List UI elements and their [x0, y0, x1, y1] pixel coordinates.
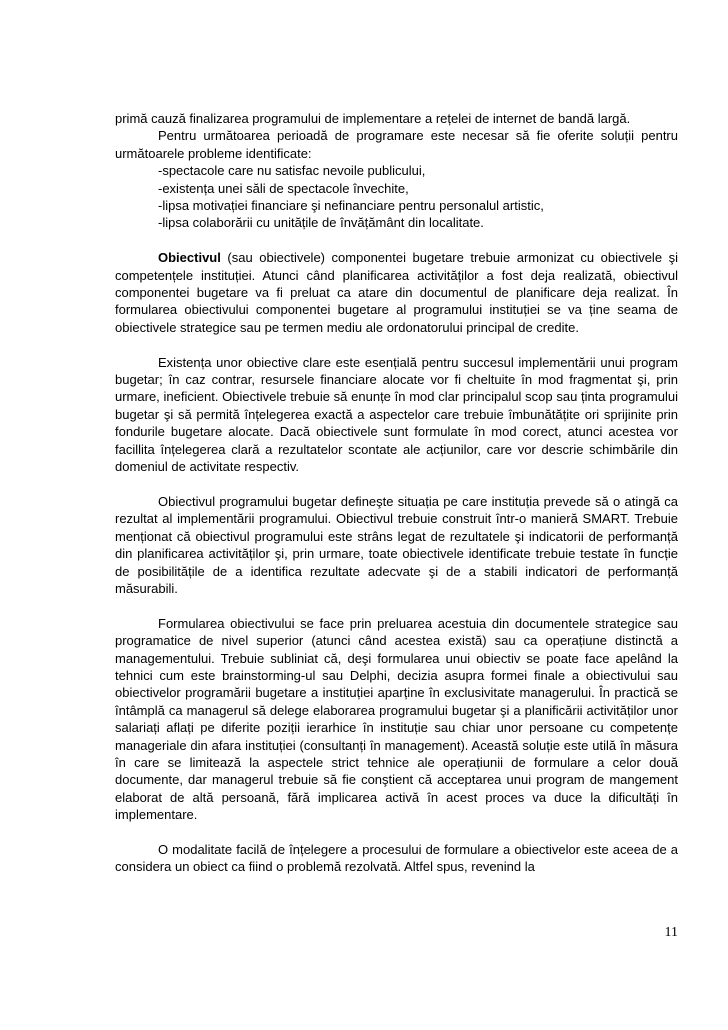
objective-bold-term: Obiectivul	[158, 250, 221, 266]
intro-line: primă cauză finalizarea programului de implementare a rețelei de internet de bandă largă.	[115, 111, 631, 126]
formulation-paragraph: Formularea obiectivului se face prin preluarea acestuia din documentele strategice sau programatice de nivel superior (atunci când acestea există) sau ca operațiune distinctă a managementului. Trebuie subliniat că, deşi formularea unui obiectiv se poate face apelând la tehnici cum este brainstorming-ul sau Delphi, decizia asupra formei finale a obiectivului sau obiectivelor programării bugetare a instituției aparține în exclusivitate managerului. În practică se întâmplă ca managerul să delege elaborarea programului bugetar şi a planificării activităților unor salariați aflați pe diferite poziții ierarhice în instituție sau chiar unor persoane cu competențe manageriale din afara instituției (consultanți în management). Această soluție este utilă în măsura în care se limitează la aspectele strict tehnice ale operațiunii de formulare a celor două documente, dar managerul trebuie să fie conştient că acceptarea unui program de mangement elaborat de altă persoană, fără implicarea activă în acest proces va duce la dificultăți în implementare.	[115, 615, 678, 823]
list-item: -spectacole care nu satisfac nevoile publicului,	[158, 163, 426, 179]
needs-paragraph: Pentru următoarea perioadă de programare este necesar să fie oferite soluții pentru următoarele probleme identificate:	[115, 128, 678, 161]
defines-paragraph: Obiectivul programului bugetar defineşte situația pe care instituția prevede să o atingă ca rezultat al implementării programului. Obiectivul trebuie construit într-o manieră SMART. Trebuie menționat că obiectivul programului este strâns legat de rezultatele şi indicatorii de performanță din planificarea activităților şi, prin urmare, toate obiectivele identificate trebuie testate în funcție de posibilitățile de a identifica rezultate adecvate şi de a stabili indicatori de performanță măsurabili.	[115, 493, 678, 596]
objective-text: (sau obiectivele) componentei bugetare trebuie armonizat cu obiectivele şi competențele instituției. Atunci când planificarea activităților a fost deja realizată, obiectivul componentei bugetare va fi preluat ca atare din documentul de planificare deja realizat. În formularea obiectivului componentei bugetare al programului instituției se va ține seama de obiectivele strategice sau pe termen mediu ale ordonatorului principal de credite.	[115, 250, 678, 335]
existence-paragraph: Existența unor obiective clare este esențială pentru succesul implementării unui program bugetar; în caz contrar, resursele financiare alocate vor fi cheltuite în mod fragmentat şi, prin urmare, ineficient. Obiectivele trebuie să enunțe în mod clar principalul scop sau ținta programului bugetar şi să permită înțelegerea exactă a aspectelor care trebuie îmbunătățite ori sprijinite prin fondurile bugetare alocate. Dacă obiectivele sunt formulate în mod corect, atunci acestea vor facillita înțelegerea clară a rezultatelor scontate ale acțiunilor, care vor descrie schimbările din domeniul de activitate respectiv.	[115, 354, 678, 475]
list-item: -lipsa colaborării cu unitățile de învățământ din localitate.	[158, 215, 484, 231]
page-number: 11	[664, 925, 678, 940]
list-item: -existența unei săli de spectacole învechite,	[158, 180, 409, 196]
document-body	[115, 110, 678, 876]
list-item: -lipsa motivației financiare şi nefinanciare pentru personalul artistic,	[158, 198, 544, 214]
modality-paragraph: O modalitate facilă de înțelegere a procesului de formulare a obiectivelor este aceea de a considera un obiect ca fiind o problemă rezolvată. Altfel spus, revenind la	[115, 841, 678, 875]
objective-paragraph	[115, 249, 678, 336]
